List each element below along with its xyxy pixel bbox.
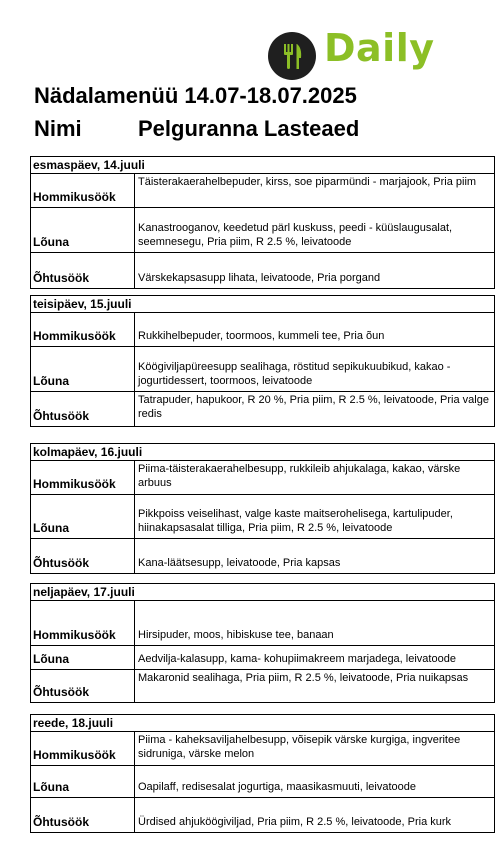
meal-row-dinner xyxy=(31,798,494,832)
meal-menu: Värskekapsasupp lihata, leivatoode, Pria porgand xyxy=(138,271,381,284)
meal-menu: Hirsipuder, moos, hibiskuse tee, banaan xyxy=(138,628,334,641)
meal-label: Lõuna xyxy=(31,646,135,669)
meal-menu: Piima - kaheksaviljahelbesupp, võisepik värske kurgiga, ingveritee sidruniga, värske melon xyxy=(138,734,461,760)
meal-label: Hommikusöök xyxy=(31,601,135,645)
menu-title: Nädalamenüü 14.07-18.07.2025 xyxy=(34,83,357,108)
day-header: reede, 18.juuli xyxy=(31,715,494,732)
logo-wordmark: Daily xyxy=(324,26,435,70)
name-label: Nimi xyxy=(34,116,82,141)
meal-menu: Kanastrooganov, keedetud pärl kuskuss, peedi - küüslaugusalat, seemnesegu, Pria piim, R 2.5 %, leivatoode xyxy=(138,222,453,248)
meal-label: Hommikusöök xyxy=(31,174,135,207)
meal-label: Lõuna xyxy=(31,347,135,391)
day-table-friday xyxy=(30,714,495,833)
meal-menu: Oapilaff, redisesalat jogurtiga, maasikasmuuti, leivatoode xyxy=(138,780,417,793)
meal-label: Õhtusöök xyxy=(31,798,135,832)
meal-row-breakfast xyxy=(31,601,494,646)
meal-row-lunch xyxy=(31,495,494,539)
meal-row-lunch xyxy=(31,766,494,798)
meal-row-dinner xyxy=(31,253,494,288)
day-header: esmaspäev, 14.juuli xyxy=(31,157,494,174)
meal-menu: Pikkpoiss veiselihast, valge kaste maitserohelisega, kartulipuder, hiinakapsasalat tilliga, Pria piim, R 2.5 %, leivatoode xyxy=(138,508,453,534)
meal-label: Õhtusöök xyxy=(31,253,135,288)
meal-row-lunch xyxy=(31,646,494,670)
meal-menu: Piima-täisterakaerahelbesupp, rukkileib ahjukalaga, kakao, värske arbuus xyxy=(138,463,461,489)
day-header: teisipäev, 15.juuli xyxy=(31,296,494,313)
meal-row-dinner xyxy=(31,670,494,702)
day-table-thursday xyxy=(30,583,495,703)
meal-menu: Rukkihelbepuder, toormoos, kummeli tee, Pria õun xyxy=(138,329,385,342)
fork-knife-icon xyxy=(268,32,316,80)
day-table-tuesday xyxy=(30,295,495,427)
meal-menu: Kana-läätsesupp, leivatoode, Pria kapsas xyxy=(138,556,341,569)
meal-menu: Aedvilja-kalasupp, kama- kohupiimakreem marjadega, leivatoode xyxy=(138,652,456,665)
meal-row-breakfast xyxy=(31,732,494,766)
meal-label: Hommikusöök xyxy=(31,461,135,494)
meal-row-breakfast xyxy=(31,313,494,347)
day-table-wednesday xyxy=(30,443,495,574)
meal-label: Lõuna xyxy=(31,495,135,538)
meal-label: Hommikusöök xyxy=(31,313,135,346)
kindergarten-name-line xyxy=(34,116,359,142)
meal-row-dinner xyxy=(31,539,494,573)
kindergarten-name: Pelguranna Lasteaed xyxy=(138,116,360,141)
meal-label: Õhtusöök xyxy=(31,670,135,702)
day-header: kolmapäev, 16.juuli xyxy=(31,444,494,461)
meal-menu: Tatrapuder, hapukoor, R 20 %, Pria piim, R 2.5 %, leivatoode, Pria valge redis xyxy=(138,394,489,420)
meal-menu: Ürdised ahjuköögiviljad, Pria piim, R 2.5 %, leivatoode, Pria kurk xyxy=(138,815,452,828)
day-header: neljapäev, 17.juuli xyxy=(31,584,494,601)
meal-row-dinner xyxy=(31,392,494,426)
day-table-monday xyxy=(30,156,495,289)
meal-row-breakfast xyxy=(31,461,494,495)
meal-menu: Täisterakaerahelbepuder, kirss, soe piparmündi - marjajook, Pria piim xyxy=(138,176,477,188)
meal-row-breakfast xyxy=(31,174,494,208)
meal-label: Hommikusöök xyxy=(31,732,135,765)
meal-row-lunch xyxy=(31,208,494,253)
meal-label: Õhtusöök xyxy=(31,539,135,573)
meal-label: Lõuna xyxy=(31,208,135,252)
meal-row-lunch xyxy=(31,347,494,392)
meal-menu: Köögiviljapüreesupp sealihaga, röstitud sepikukuubikud, kakao - jogurtidessert, toormoos, leivatoode xyxy=(138,361,451,387)
meal-label: Lõuna xyxy=(31,766,135,797)
meal-label: Õhtusöök xyxy=(31,392,135,426)
meal-menu: Makaronid sealihaga, Pria piim, R 2.5 %, leivatoode, Pria nuikapsas xyxy=(138,672,469,684)
